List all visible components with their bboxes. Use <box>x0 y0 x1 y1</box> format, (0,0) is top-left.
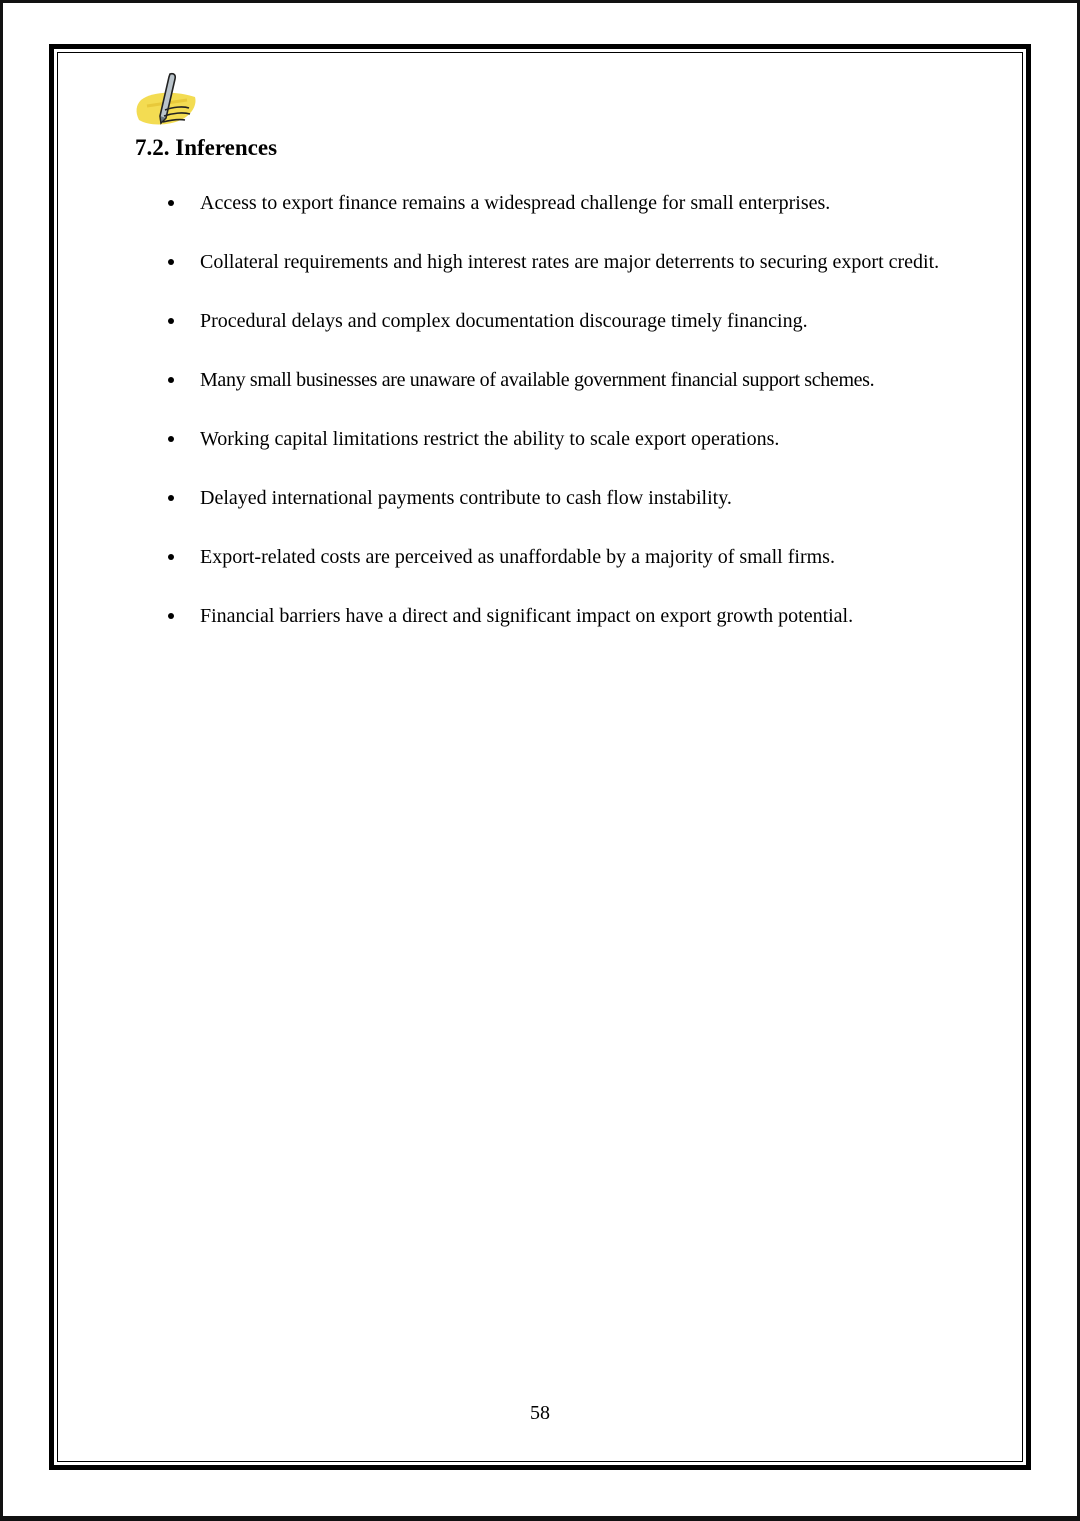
list-item-text: Many small businesses are unaware of available government financial support schemes. <box>200 369 875 391</box>
list-item <box>163 539 963 575</box>
bullet-icon <box>168 613 174 619</box>
list-item <box>163 244 963 280</box>
section-title: 7.2. Inferences <box>135 135 278 160</box>
list-item-text: Delayed international payments contribute to cash flow instability. <box>200 487 732 509</box>
list-item-text: Access to export finance remains a widespread challenge for small enterprises. <box>200 192 831 214</box>
bullet-icon <box>168 259 174 265</box>
list-item <box>163 303 963 339</box>
bullet-icon <box>168 436 174 442</box>
list-item <box>163 480 963 516</box>
list-item <box>163 362 963 398</box>
page-number: 58 <box>530 1402 550 1424</box>
list-item-text: Financial barriers have a direct and significant impact on export growth potential. <box>200 605 854 627</box>
pen-writing-icon <box>133 70 203 132</box>
list-item-text: Export-related costs are perceived as unaffordable by a majority of small firms. <box>200 546 835 568</box>
bullet-icon <box>168 554 174 560</box>
bullet-icon <box>168 495 174 501</box>
bullet-icon <box>168 200 174 206</box>
list-item <box>163 185 963 221</box>
list-item-text: Collateral requirements and high interest rates are major deterrents to securing export credit. <box>200 251 940 273</box>
list-item <box>163 421 963 457</box>
inferences-list <box>163 185 963 657</box>
list-item-text: Working capital limitations restrict the ability to scale export operations. <box>200 428 780 450</box>
bullet-icon <box>168 377 174 383</box>
bullet-icon <box>168 318 174 324</box>
list-item-text: Procedural delays and complex documentation discourage timely financing. <box>200 310 808 332</box>
list-item <box>163 598 963 634</box>
